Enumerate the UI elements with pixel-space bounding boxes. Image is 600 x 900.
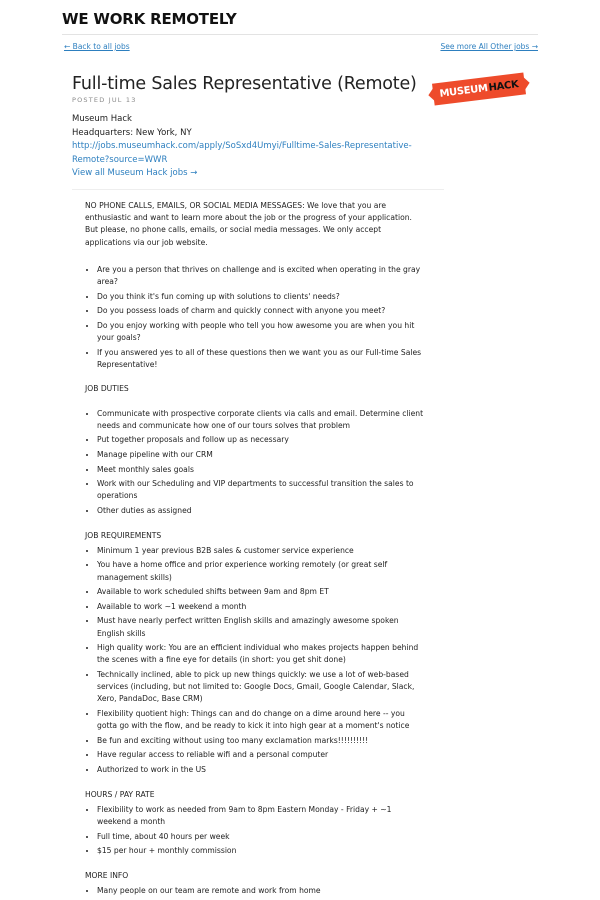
company-info [72, 113, 417, 181]
company-headquarters: Headquarters: New York, NY [72, 127, 192, 138]
view-all-company-jobs-link[interactable]: View all Museum Hack jobs → [72, 168, 198, 178]
job-title: Full-time Sales Representative (Remote) [72, 74, 417, 94]
list-item: • $15 per hour + monthly commission [97, 845, 425, 857]
list-item: • Do you enjoy working with people who tell you how awesome you are when you hit your goals? [97, 320, 425, 344]
list-item: • Work with our Scheduling and VIP departments to successful transition the sales to operations [97, 478, 425, 502]
list-item: • Available to work scheduled shifts between 9am and 8pm ET [97, 586, 425, 598]
see-more-jobs-link[interactable]: See more All Other jobs → [440, 42, 538, 51]
list-item: • Manage pipeline with our CRM [97, 449, 425, 461]
list-item: • Are you a person that thrives on challenge and is excited when operating in the gray area? [97, 264, 425, 288]
list-item: • You have a home office and prior experience working remotely (or great self management skills) [97, 559, 425, 583]
list-item: • Flexibility to work as needed from 9am to 8pm Eastern Monday - Friday + ~1 weekend a month [97, 804, 425, 828]
list-item: • If you answered yes to all of these questions then we want you as our Full-time Sales Representative! [97, 347, 425, 371]
list-item: • Authorized to work in the US [97, 764, 425, 776]
back-to-all-jobs-link[interactable]: ← Back to all jobs [64, 42, 130, 51]
list-item: • Put together proposals and follow up as necessary [97, 434, 425, 446]
list-item: • Minimum 1 year previous B2B sales & customer service experience [97, 545, 425, 557]
list-item: • Technically inclined, able to pick up new things quickly: we use a lot of web-based services (including, but not limited to: Google Docs, Gmail, Google Calendar, Slack, Xero, PandaDoc, Base CRM) [97, 669, 425, 706]
list-item: • Other duties as assigned [97, 505, 425, 517]
requirements-list [85, 545, 425, 776]
more-info-list [85, 885, 425, 897]
questions-list [85, 264, 425, 371]
more-info-heading: MORE INFO [85, 870, 129, 880]
company-name: Museum Hack [72, 114, 132, 124]
content-divider [72, 189, 444, 190]
duties-heading: JOB DUTIES [85, 384, 129, 394]
list-item: • Flexibility quotient high: Things can and do change on a dime around here -- you gotta go with the flow, and be ready to kick it into high gear at a moment's notice [97, 708, 425, 732]
list-item: • Have regular access to reliable wifi and a personal computer [97, 749, 425, 761]
logo-text-museum: MUSEUM [438, 82, 489, 100]
list-item: • Communicate with prospective corporate clients via calls and email. Determine client needs and communicate how one of our tours solves that problem [97, 408, 425, 432]
duties-list [85, 408, 425, 518]
list-item: • Do you possess loads of charm and quickly connect with anyone you meet? [97, 305, 425, 317]
site-logo[interactable]: WE WORK REMOTELY [62, 10, 237, 28]
list-item: • Must have nearly perfect written English skills and amazingly awesome spoken English skills [97, 615, 425, 639]
job-description [85, 200, 425, 900]
hours-heading: HOURS / PAY RATE [85, 789, 155, 799]
header-divider [62, 34, 538, 35]
list-item: • Do you think it's fun coming up with solutions to clients' needs? [97, 291, 425, 303]
requirements-heading: JOB REQUIREMENTS [85, 530, 162, 540]
apply-link[interactable]: http://jobs.museumhack.com/apply/SoSxd4Umyi/Fulltime-Sales-Representative-Remote?source=WWR [72, 141, 412, 165]
list-item: • Be fun and exciting without using too many exclamation marks!!!!!!!!!! [97, 735, 425, 747]
logo-text-hack: HACK [487, 78, 520, 94]
posted-date: POSTED JUL 13 [72, 96, 137, 104]
list-item: • High quality work: You are an efficient individual who makes projects happen behind the scenes with a fine eye for details (in short: you get shit done) [97, 642, 425, 666]
intro-paragraph: NO PHONE CALLS, EMAILS, OR SOCIAL MEDIA MESSAGES: We love that you are enthusiastic and want to learn more about the job or the progress of your application. But please, no phone calls, emails, or social media messages. We only accept applications via our job website. [85, 201, 412, 247]
list-item: • Available to work ~1 weekend a month [97, 601, 425, 613]
list-item: • Many people on our team are remote and work from home [97, 885, 425, 897]
list-item: • Full time, about 40 hours per week [97, 831, 425, 843]
hours-list [85, 804, 425, 858]
company-logo[interactable] [432, 72, 526, 105]
list-item: • Meet monthly sales goals [97, 464, 425, 476]
